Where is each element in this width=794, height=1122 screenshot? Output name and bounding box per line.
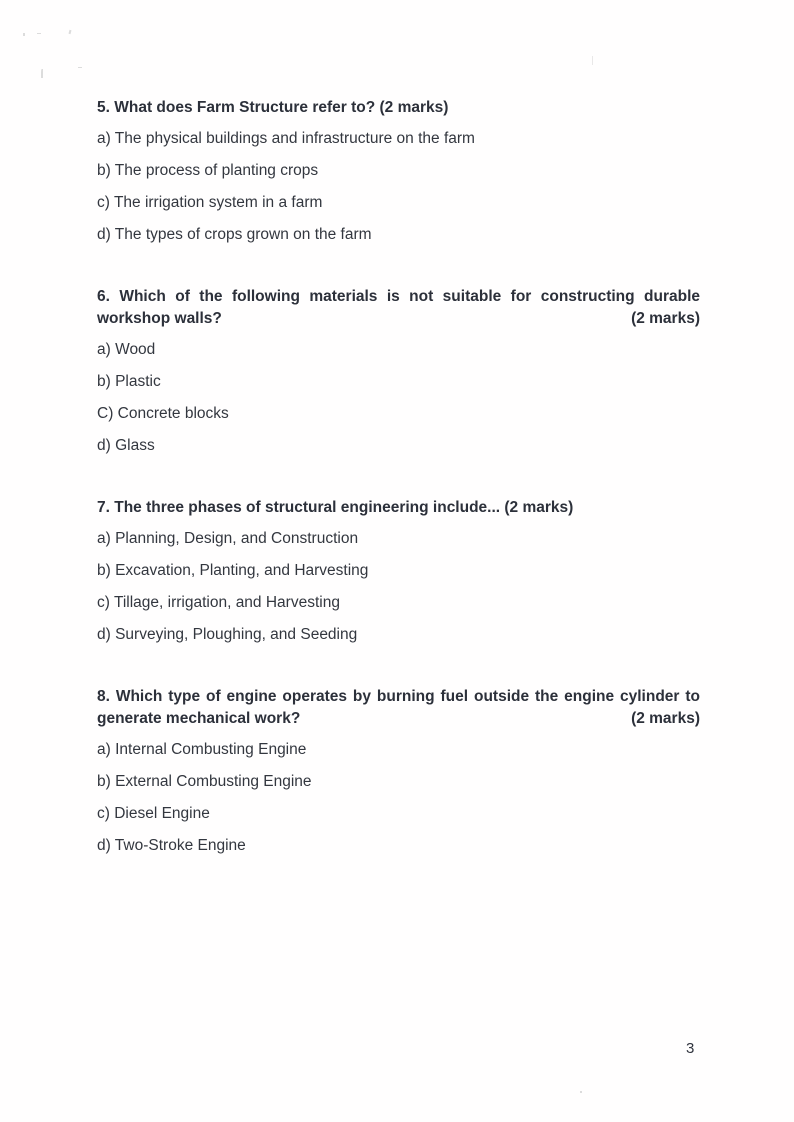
question-8-marks: (2 marks) [631, 710, 700, 727]
question-5 [97, 97, 700, 251]
question-5-option-a: a) The physical buildings and infrastructure on the farm [97, 130, 475, 147]
question-7 [97, 497, 700, 651]
question-8-option-c: c) Diesel Engine [97, 805, 210, 822]
question-8-option-a: a) Internal Combusting Engine [97, 741, 307, 758]
scan-artifact [580, 1091, 582, 1093]
question-6-heading-line1: 6. Which of the following materials is not suitable for constructing durable [97, 288, 700, 305]
question-8-heading-text: generate mechanical work? [97, 710, 301, 727]
scan-artifact [41, 69, 43, 78]
question-6-heading [97, 286, 700, 330]
question-6-heading-text: workshop walls? [97, 310, 222, 327]
question-8-heading-line2 [97, 708, 700, 730]
question-5-heading: 5. What does Farm Structure refer to? (2 marks) [97, 99, 449, 116]
exam-questions [97, 0, 700, 862]
scan-artifact [23, 33, 25, 36]
page-number: 3 [686, 1040, 695, 1057]
question-7-option-c: c) Tillage, irrigation, and Harvesting [97, 594, 340, 611]
question-6 [97, 286, 700, 462]
question-7-option-a: a) Planning, Design, and Construction [97, 530, 359, 547]
question-5-option-d: d) The types of crops grown on the farm [97, 226, 372, 243]
question-6-marks: (2 marks) [631, 310, 700, 327]
question-8-option-b: b) External Combusting Engine [97, 773, 312, 790]
question-8-heading [97, 686, 700, 730]
question-7-option-d: d) Surveying, Ploughing, and Seeding [97, 626, 358, 643]
question-5-option-b: b) The process of planting crops [97, 162, 319, 179]
question-6-option-c: C) Concrete blocks [97, 405, 229, 422]
scan-artifact [78, 67, 82, 68]
scan-artifact [37, 33, 41, 34]
question-6-heading-line2 [97, 308, 700, 330]
scan-artifact [69, 30, 72, 34]
question-5-option-c: c) The irrigation system in a farm [97, 194, 323, 211]
question-6-option-b: b) Plastic [97, 373, 161, 390]
question-7-heading: 7. The three phases of structural engineering include... (2 marks) [97, 499, 574, 516]
question-8-heading-line1: 8. Which type of engine operates by burning fuel outside the engine cylinder to [97, 688, 700, 705]
question-8-option-d: d) Two-Stroke Engine [97, 837, 246, 854]
question-6-option-a: a) Wood [97, 341, 156, 358]
question-8 [97, 686, 700, 862]
question-7-option-b: b) Excavation, Planting, and Harvesting [97, 562, 369, 579]
question-6-option-d: d) Glass [97, 437, 155, 454]
